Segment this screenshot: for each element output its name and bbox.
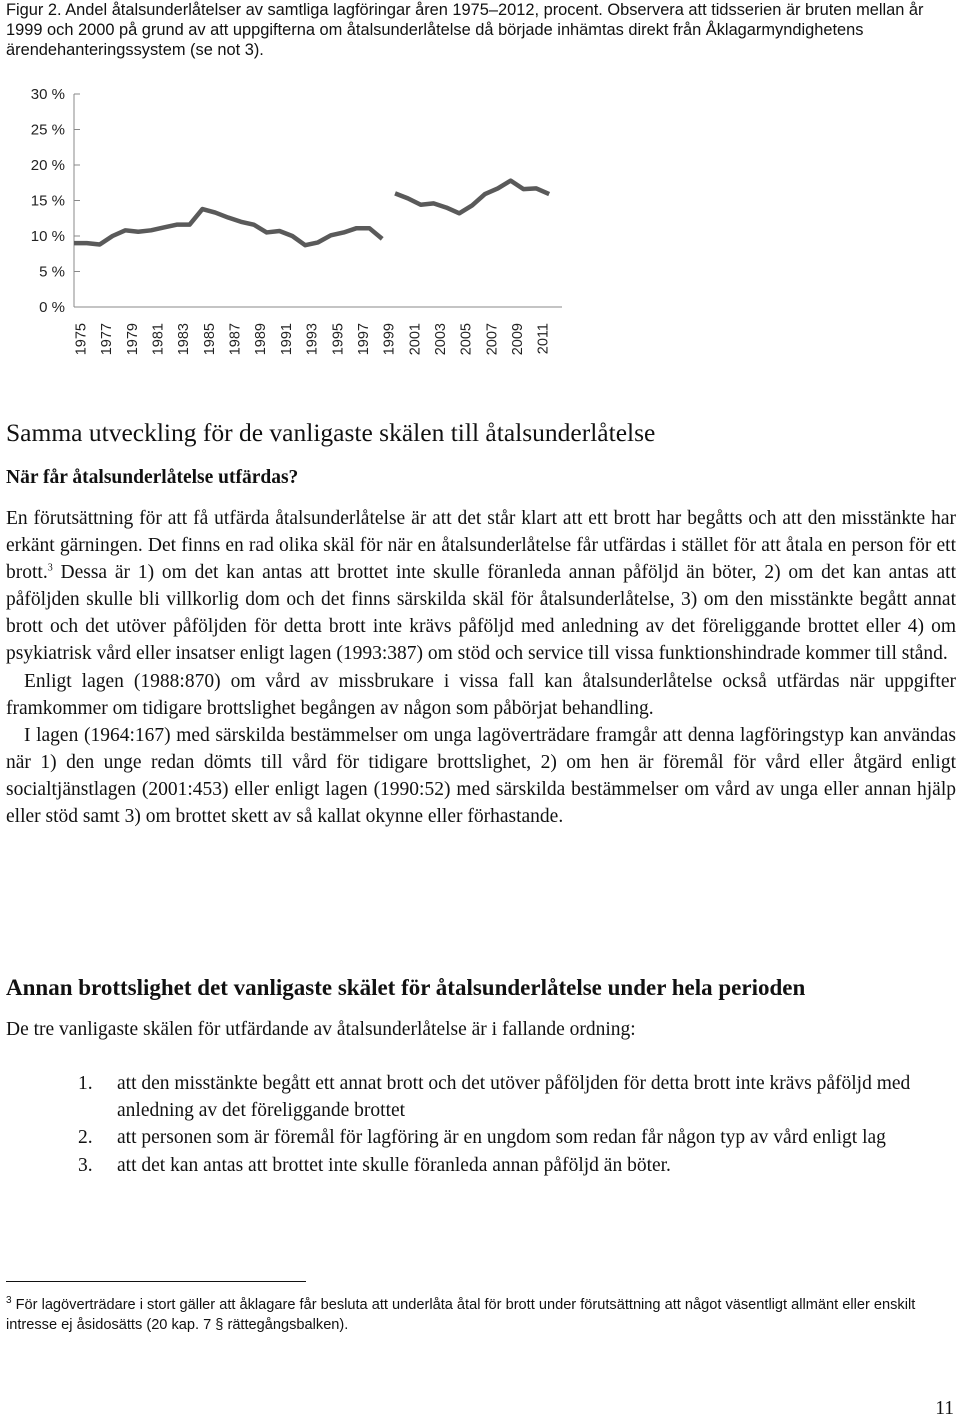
x-tick-label: 2001 <box>407 323 424 356</box>
series-line <box>395 181 549 214</box>
x-tick-label: 1979 <box>124 323 141 356</box>
x-tick-label: 2011 <box>535 323 552 355</box>
x-tick-label: 1993 <box>304 323 321 356</box>
paragraph-2: Enligt lagen (1988:870) om vård av missbrukare i vissa fall kan åtalsunderlåtelse också utfärdas när uppgifter framkommer om tidigare brottslighet begången av någon som påbörjat behandling. <box>6 670 956 719</box>
y-tick-label: 0 % <box>39 299 65 316</box>
y-tick-label: 5 % <box>39 263 65 281</box>
footnote-mark: 3 <box>6 1295 12 1307</box>
x-tick-label: 1975 <box>73 323 90 356</box>
x-tick-label: 1977 <box>99 323 116 356</box>
page-number: 11 <box>935 1398 954 1419</box>
list-item <box>78 1124 958 1151</box>
footnote-ref: 3 <box>47 562 53 574</box>
x-tick-label: 1985 <box>201 323 218 356</box>
x-tick-label: 2005 <box>458 323 475 356</box>
y-tick-label: 10 % <box>30 228 65 245</box>
x-tick-label: 2003 <box>433 323 449 356</box>
x-tick-label: 1997 <box>355 323 372 356</box>
section-2-intro: De tre vanligaste skälen för utfärdande av åtalsunderlåtelse är i fallande ordning: <box>6 1019 636 1040</box>
list-item-number: 1. <box>78 1073 93 1094</box>
x-tick-label: 2009 <box>510 323 527 356</box>
list-item-text: att det kan antas att brottet inte skulle föranleda annan påföljd än böter. <box>117 1154 671 1176</box>
x-tick-label: 2007 <box>484 323 501 356</box>
y-tick-label: 25 % <box>30 121 65 139</box>
list-item <box>78 1070 958 1124</box>
paragraph-1-part-a: En förutsättning för att få utfärda åtalsunderlåtelse är att det står klart att ett brott har begåtts och att den misstänkte har erkänt gärningen. Det finns en rad olika skäl för när en åtalsunderlåtelse får utfärdas i stället för att åtala en person för ett brott. <box>6 508 956 584</box>
paragraph-1 <box>6 505 956 668</box>
paragraph-1-part-b: Dessa är 1) om det kan antas att brottet inte skulle föranleda annan påföljd än böter, 2) om det kan antas att påföljden skulle bli villkorlig dom och det finns särskilda skäl för åtalsunderlåtelse, 3) om den misstänkte begått annat brott och det utöver påföljden för detta brott inte krävs påföljd med anledning av det föreliggande brottet eller 4) om psykiatrisk vård eller insatser enligt lagen (1993:387) om stöd och service till vissa funktionshindrade kommer till stånd. <box>6 562 956 665</box>
list-item-number: 3. <box>78 1154 93 1176</box>
x-tick-label: 1981 <box>150 323 167 356</box>
reasons-list <box>78 1070 958 1179</box>
footnote-text: För lagöverträdare i stort gäller att åklagare får besluta att underlåta åtal för brott under förutsättning att något väsentligt allmänt eller enskilt intresse ej åsidosätts (20 kap. 7 § rättegångsbalken). <box>6 1297 916 1333</box>
y-tick-label: 20 % <box>30 157 65 174</box>
x-tick-label: 1991 <box>278 323 295 356</box>
y-axis <box>31 86 80 316</box>
footnote-divider <box>6 1281 306 1282</box>
y-tick-label: 15 % <box>30 192 65 210</box>
series-lines <box>74 181 549 246</box>
x-tick-label: 1999 <box>381 323 398 356</box>
x-axis <box>73 307 562 355</box>
paragraph-3: I lagen (1964:167) med särskilda bestämmelser om unga lagöverträdare framgår att denna lagföringstyp kan användas när 1) den unge redan dömts till vård för tidigare brottslighet, 2) om hen är föremål för vård eller åtgärd enligt socialtjänstlagen (2001:453) eller enligt lagen (1990:52) med särskilda bestämmelser om vård av unga eller annan hjälp eller stöd samt 3) om brottet skett av så kallat okynne eller förhastande. <box>6 724 956 828</box>
x-tick-label: 1995 <box>330 323 347 356</box>
x-tick-label: 1989 <box>253 323 270 356</box>
list-item-text: att den misstänkte begått ett annat brott och det utöver påföljden för detta brott inte krävs påföljd med anledning av det föreliggande brottet <box>117 1073 911 1122</box>
y-tick-label: 30 % <box>30 86 65 103</box>
section-heading: Samma utveckling för de vanligaste skälen till åtalsunderlåtelse <box>6 418 656 447</box>
section-2-heading: Annan brottslighet det vanligaste skälet för åtalsunderlåtelse under hela perioden <box>6 975 806 1000</box>
figure-caption: Figur 2. Andel åtalsunderlåtelser av samtliga lagföringar åren 1975–2012, procent. Observera att tidsserien är bruten mellan år 1999 och 2000 på grund av att uppgifterna om åtalsunderlåtelse då började inhämtas direkt från Åklagarmyndighetens ärendehanteringssystem (se not 3). <box>6 1 924 59</box>
x-tick-label: 1987 <box>227 323 244 356</box>
list-item-text: att personen som är föremål för lagföring är en ungdom som redan får någon typ av vård enligt lag <box>117 1127 886 1149</box>
list-item-number: 2. <box>78 1127 93 1149</box>
section-subheading: När får åtalsunderlåtelse utfärdas? <box>6 467 299 488</box>
list-item <box>78 1152 958 1179</box>
x-tick-label: 1983 <box>176 323 193 356</box>
footnote <box>6 1295 956 1335</box>
series-line <box>74 209 382 245</box>
body-text <box>6 505 956 830</box>
line-chart <box>0 70 600 370</box>
